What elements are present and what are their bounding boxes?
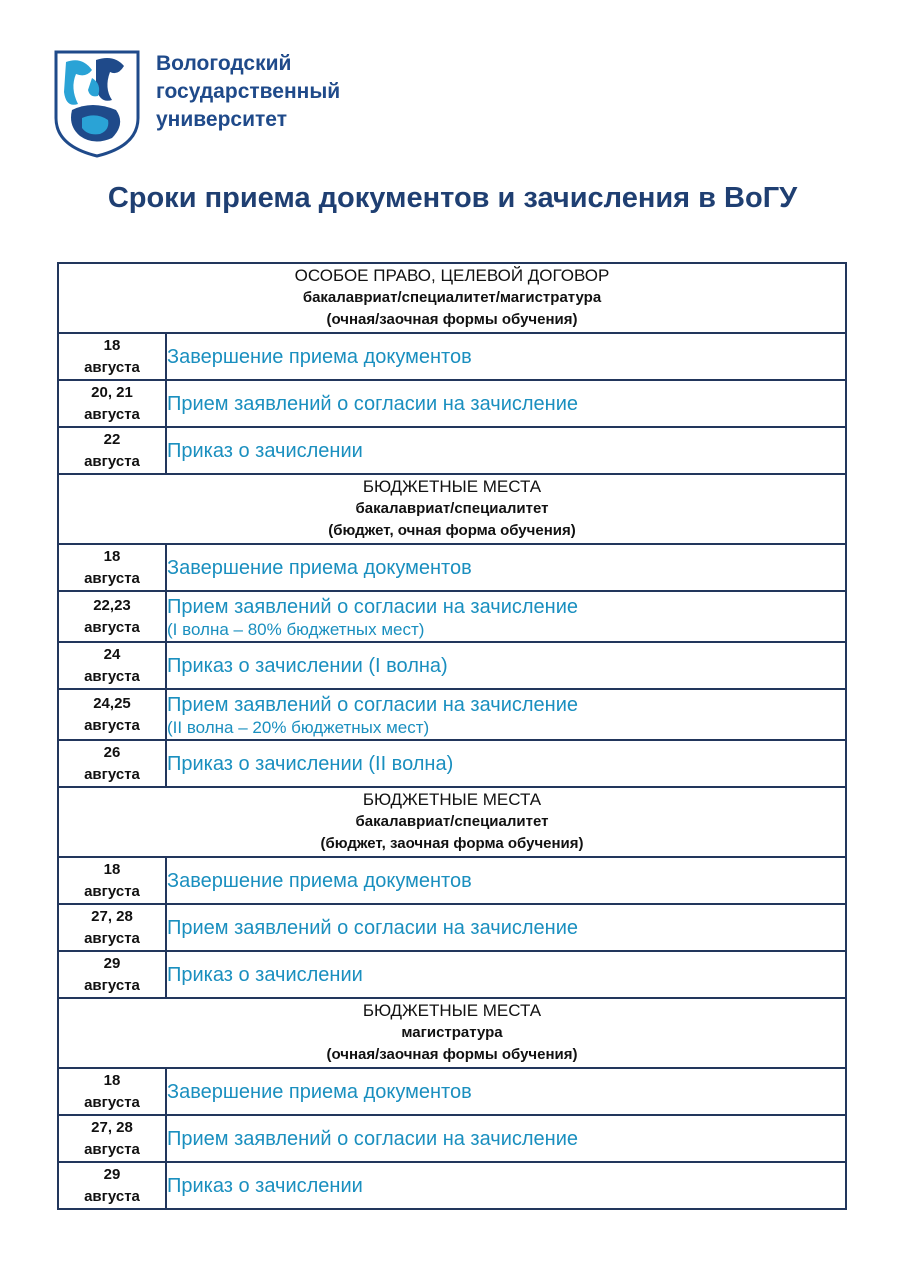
event-text: Приказ о зачислении xyxy=(167,439,363,462)
event-cell xyxy=(166,857,846,904)
date-cell xyxy=(58,642,166,689)
schedule-row xyxy=(58,1115,846,1162)
section-header xyxy=(58,998,846,1068)
date-cell xyxy=(58,591,166,642)
date-day: 18 xyxy=(103,547,121,565)
date-cell xyxy=(58,740,166,787)
section-title: ОСОБОЕ ПРАВО, ЦЕЛЕВОЙ ДОГОВОР xyxy=(294,266,610,285)
section-header-row xyxy=(58,998,846,1068)
date-month: августа xyxy=(84,358,140,376)
event-cell xyxy=(166,904,846,951)
date-day: 26 xyxy=(103,743,121,761)
date-month: августа xyxy=(84,569,140,587)
event-note: (I волна – 80% бюджетных мест) xyxy=(167,619,425,639)
schedule-row xyxy=(58,333,846,380)
date-month: августа xyxy=(84,452,140,470)
date-cell xyxy=(58,904,166,951)
schedule-row xyxy=(58,427,846,474)
date-cell xyxy=(58,1115,166,1162)
event-cell xyxy=(166,689,846,740)
page-title: Сроки приема документов и зачисления в ВоГУ xyxy=(107,182,798,214)
date-cell xyxy=(58,689,166,740)
date-day: 22,23 xyxy=(93,596,131,614)
date-cell xyxy=(58,333,166,380)
event-text: Приказ о зачислении (I волна) xyxy=(167,654,448,677)
date-day: 20, 21 xyxy=(91,383,133,401)
date-cell xyxy=(58,1068,166,1115)
date-month: августа xyxy=(84,1187,140,1205)
event-text: Завершение приема документов xyxy=(167,1080,472,1103)
date-day: 18 xyxy=(103,860,121,878)
date-month: августа xyxy=(84,618,140,636)
event-text: Приказ о зачислении xyxy=(167,963,363,986)
section-header xyxy=(58,263,846,333)
schedule-row xyxy=(58,1162,846,1209)
event-text: Завершение приема документов xyxy=(167,556,472,579)
event-note: (II волна – 20% бюджетных мест) xyxy=(167,717,430,737)
logo-line-2: государственный xyxy=(156,80,341,103)
date-month: августа xyxy=(84,716,140,734)
date-month: августа xyxy=(84,1093,140,1111)
schedule-row xyxy=(58,380,846,427)
event-text: Прием заявлений о согласии на зачисление xyxy=(167,916,579,939)
event-text: Прием заявлений о согласии на зачисление xyxy=(167,392,579,415)
section-program: магистратура xyxy=(401,1024,503,1041)
schedule-row xyxy=(58,591,846,642)
admission-schedule-table xyxy=(57,262,847,1210)
event-cell xyxy=(166,951,846,998)
schedule-row xyxy=(58,642,846,689)
date-cell xyxy=(58,951,166,998)
date-day: 29 xyxy=(103,1165,121,1183)
event-cell xyxy=(166,642,846,689)
section-header-row xyxy=(58,787,846,857)
section-study-form: (очная/заочная формы обучения) xyxy=(326,1046,578,1063)
section-title: БЮДЖЕТНЫЕ МЕСТА xyxy=(362,1001,542,1020)
schedule-row xyxy=(58,544,846,591)
date-cell xyxy=(58,1162,166,1209)
schedule-row xyxy=(58,904,846,951)
date-day: 18 xyxy=(103,336,121,354)
event-cell xyxy=(166,380,846,427)
section-title: БЮДЖЕТНЫЕ МЕСТА xyxy=(362,790,542,809)
schedule-row xyxy=(58,951,846,998)
event-cell xyxy=(166,1115,846,1162)
date-month: августа xyxy=(84,929,140,947)
date-day: 29 xyxy=(103,954,121,972)
schedule-row xyxy=(58,857,846,904)
section-title: БЮДЖЕТНЫЕ МЕСТА xyxy=(362,477,542,496)
event-text: Прием заявлений о согласии на зачисление xyxy=(167,595,579,618)
event-text: Приказ о зачислении (II волна) xyxy=(167,752,454,775)
event-cell xyxy=(166,544,846,591)
date-day: 27, 28 xyxy=(91,1118,133,1136)
university-logo xyxy=(52,48,340,158)
date-day: 18 xyxy=(103,1071,121,1089)
section-program: бакалавриат/специалитет xyxy=(355,813,549,830)
date-day: 27, 28 xyxy=(91,907,133,925)
university-name xyxy=(156,50,340,134)
date-day: 24 xyxy=(103,645,121,663)
section-header-row xyxy=(58,474,846,544)
section-program: бакалавриат/специалитет/магистратура xyxy=(302,289,602,306)
event-cell xyxy=(166,740,846,787)
event-text: Завершение приема документов xyxy=(167,869,472,892)
event-cell xyxy=(166,333,846,380)
section-study-form: (бюджет, очная форма обучения) xyxy=(328,522,576,539)
event-text: Завершение приема документов xyxy=(167,345,472,368)
date-month: августа xyxy=(84,667,140,685)
date-cell xyxy=(58,427,166,474)
schedule-row xyxy=(58,1068,846,1115)
event-text: Прием заявлений о согласии на зачисление xyxy=(167,693,579,716)
schedule-row xyxy=(58,740,846,787)
event-cell xyxy=(166,1162,846,1209)
event-text: Прием заявлений о согласии на зачисление xyxy=(167,1127,579,1150)
schedule-row xyxy=(58,689,846,740)
university-emblem-icon xyxy=(52,48,142,158)
date-month: августа xyxy=(84,976,140,994)
date-month: августа xyxy=(84,1140,140,1158)
date-cell xyxy=(58,857,166,904)
section-program: бакалавриат/специалитет xyxy=(355,500,549,517)
date-cell xyxy=(58,380,166,427)
date-month: августа xyxy=(84,882,140,900)
section-header-row xyxy=(58,263,846,333)
date-month: августа xyxy=(84,765,140,783)
logo-line-1: Вологодский xyxy=(156,52,292,75)
date-month: августа xyxy=(84,405,140,423)
section-study-form: (бюджет, заочная форма обучения) xyxy=(320,835,584,852)
event-cell xyxy=(166,591,846,642)
date-day: 24,25 xyxy=(93,694,131,712)
event-cell xyxy=(166,1068,846,1115)
event-text: Приказ о зачислении xyxy=(167,1174,363,1197)
section-study-form: (очная/заочная формы обучения) xyxy=(326,311,578,328)
event-cell xyxy=(166,427,846,474)
logo-line-3: университет xyxy=(156,108,287,131)
section-header xyxy=(58,787,846,857)
date-cell xyxy=(58,544,166,591)
date-day: 22 xyxy=(103,430,121,448)
section-header xyxy=(58,474,846,544)
